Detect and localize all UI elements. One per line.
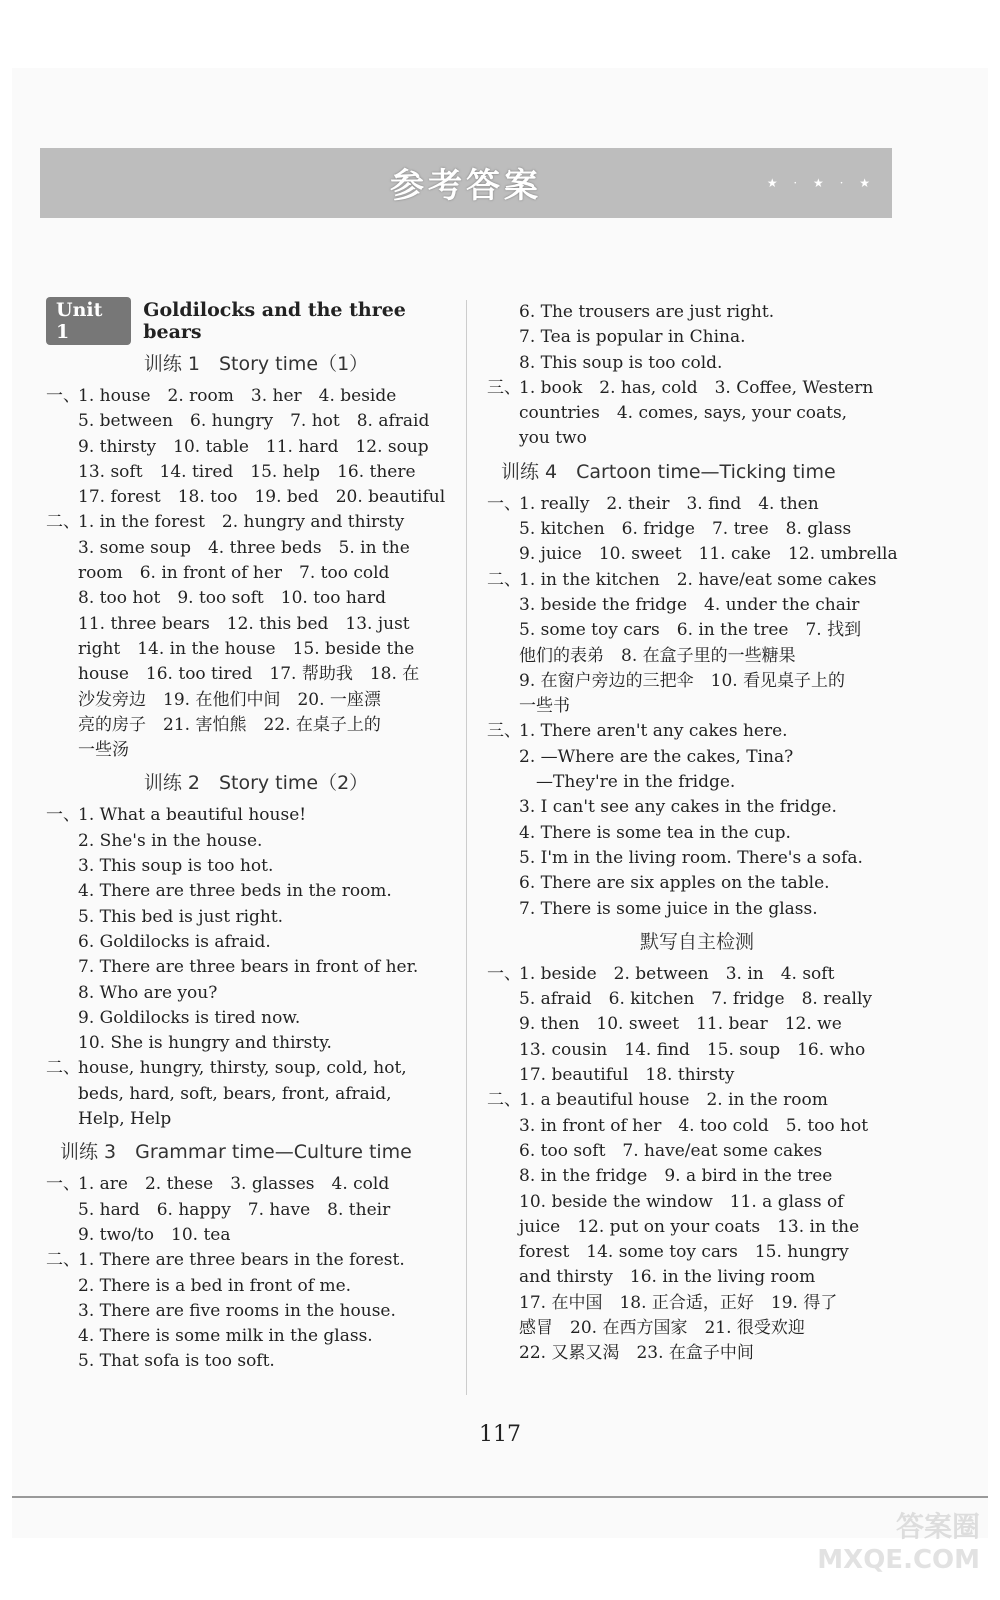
- answer-line: 17. 在中国 18. 正合适，正好 19. 得了: [519, 1292, 838, 1313]
- answer-text: 1. There aren't any cakes here.: [519, 721, 788, 742]
- answer-line: 2. She's in the house.: [78, 830, 263, 851]
- question-label: 三、: [487, 721, 521, 742]
- answer-line: 13. soft 14. tired 15. help 16. there: [78, 461, 416, 482]
- answer-text: 1. in the kitchen 2. have/eat some cakes: [519, 569, 877, 590]
- unit-heading: [46, 300, 466, 342]
- answer-text: 1. a beautiful house 2. in the room: [519, 1090, 828, 1111]
- answer-line: 感冒 20. 在西方国家 21. 很受欢迎: [519, 1317, 805, 1338]
- answer-line: 亮的房子 21. 害怕熊 22. 在桌子上的: [78, 714, 381, 735]
- section-heading: 默写自主检测: [639, 930, 754, 953]
- answer-line: 5. between 6. hungry 7. hot 8. afraid: [78, 411, 430, 432]
- answer-line: 3. beside the fridge 4. under the chair: [519, 594, 860, 615]
- question-label: 二、: [487, 1090, 521, 1111]
- answer-line: 3. There are five rooms in the house.: [78, 1300, 396, 1321]
- answer-line: house 16. too tired 17. 帮助我 18. 在: [78, 664, 420, 685]
- answer-line: juice 12. put on your coats 13. in the: [519, 1216, 860, 1237]
- question-label: 二、: [46, 1250, 80, 1271]
- question-label: 一、: [46, 1174, 80, 1195]
- answer-line: 7. There are three bears in front of her.: [78, 957, 419, 978]
- answer-text: house, hungry, thirsty, soup, cold, hot,: [78, 1058, 407, 1079]
- answer-line: [46, 1056, 466, 1081]
- answer-line: right 14. in the house 15. beside the: [78, 638, 415, 659]
- answer-line: 2. —Where are the cakes, Tina?: [519, 746, 794, 767]
- answer-line: 他们的表弟 8. 在盒子里的一些糖果: [519, 645, 796, 666]
- answer-line: 9. juice 10. sweet 11. cake 12. umbrella: [519, 544, 898, 565]
- answer-line: 9. thirsty 10. table 11. hard 12. soup: [78, 436, 429, 457]
- answer-line: 9. Goldilocks is tired now.: [78, 1007, 301, 1028]
- answer-line: 5. afraid 6. kitchen 7. fridge 8. really: [519, 989, 873, 1010]
- answer-line: 7. There is some juice in the glass.: [519, 898, 818, 919]
- question-label: 二、: [46, 1058, 80, 1079]
- answer-line: 8. Who are you?: [78, 982, 218, 1003]
- column-divider: [466, 300, 467, 1395]
- answer-line: 3. in front of her 4. too cold 5. too hot: [519, 1115, 869, 1136]
- answer-line: 2. There is a bed in front of me.: [78, 1275, 352, 1296]
- question-label: 一、: [46, 805, 80, 826]
- footer-rule: [12, 1496, 988, 1498]
- answer-line: 7. Tea is popular in China.: [519, 327, 746, 348]
- answer-line: 10. beside the window 11. a glass of: [519, 1191, 844, 1212]
- answer-line: 6. The trousers are just right.: [519, 302, 775, 322]
- left-column: [46, 300, 466, 1375]
- answer-line: 一些书: [519, 696, 570, 717]
- answer-line: 9. 在窗户旁边的三把伞 10. 看见桌子上的: [519, 670, 846, 691]
- answer-line: 3. I can't see any cakes in the fridge.: [519, 797, 837, 818]
- unit-title: Goldilocks and the three bears: [143, 299, 406, 343]
- answer-text: 1. in the forest 2. hungry and thirsty: [78, 512, 405, 533]
- answer-line: 6. Goldilocks is afraid.: [78, 931, 271, 952]
- answer-line: [487, 492, 907, 517]
- answer-line: Help, Help: [78, 1109, 172, 1130]
- answer-line: 6. There are six apples on the table.: [519, 873, 830, 894]
- answer-line: 22. 又累又渴 23. 在盒子中间: [519, 1343, 754, 1364]
- question-label: 二、: [487, 569, 521, 590]
- watermark-logo: [817, 1505, 980, 1575]
- answer-line: 6. too soft 7. have/eat some cakes: [519, 1140, 823, 1161]
- header-banner: [40, 148, 892, 218]
- answer-line: and thirsty 16. in the living room: [519, 1267, 816, 1288]
- answer-line: 8. in the fridge 9. a bird in the tree: [519, 1166, 833, 1187]
- right-column: [487, 300, 907, 1367]
- answer-line: [487, 376, 907, 401]
- answer-text: 1. What a beautiful house!: [78, 805, 307, 826]
- answer-line: 一些汤: [78, 740, 129, 761]
- answer-line: 10. She is hungry and thirsty.: [78, 1033, 332, 1054]
- star-decoration: ★ · ★ · ★: [766, 176, 876, 190]
- answer-text: 1. beside 2. between 3. in 4. soft: [519, 963, 835, 984]
- answer-text: 1. house 2. room 3. her 4. beside: [78, 386, 397, 406]
- answer-line: 3. This soup is too hot.: [78, 856, 274, 877]
- question-label: 二、: [46, 512, 80, 533]
- section-heading: 训练 4 Cartoon time—Ticking time: [501, 460, 836, 483]
- answer-text: 1. are 2. these 3. glasses 4. cold: [78, 1174, 390, 1195]
- question-label: 一、: [487, 963, 521, 984]
- right-answers: [487, 300, 907, 1367]
- answer-line: [487, 1088, 907, 1113]
- answer-line: 11. three bears 12. this bed 13. just: [78, 613, 410, 634]
- answer-line: [487, 719, 907, 744]
- page-number: 117: [479, 1422, 521, 1447]
- answer-line: countries 4. comes, says, your coats,: [519, 403, 848, 424]
- answer-line: 4. There is some tea in the cup.: [519, 822, 791, 843]
- section-heading: 训练 1 Story time（1）: [143, 353, 369, 375]
- answer-line: 9. two/to 10. tea: [78, 1224, 231, 1245]
- answer-line: 5. This bed is just right.: [78, 906, 284, 927]
- answer-line: 5. some toy cars 6. in the tree 7. 找到: [519, 620, 862, 641]
- answer-text: 1. There are three bears in the forest.: [78, 1250, 405, 1271]
- question-label: 三、: [487, 377, 521, 398]
- answer-line: 17. forest 18. too 19. bed 20. beautiful: [78, 487, 446, 508]
- answer-line: [46, 1172, 466, 1197]
- answer-line: 8. This soup is too cold.: [519, 352, 723, 373]
- unit-badge: Unit 1: [46, 297, 131, 345]
- page-title: 参考答案: [390, 166, 542, 206]
- answer-line: —They're in the fridge.: [519, 772, 736, 793]
- answer-line: 5. That sofa is too soft.: [78, 1351, 275, 1372]
- answer-text: 1. book 2. has, cold 3. Coffee, Western: [519, 377, 874, 398]
- answer-line: [487, 962, 907, 987]
- answer-line: 8. too hot 9. too soft 10. too hard: [78, 588, 386, 609]
- answer-line: you two: [519, 428, 587, 449]
- answer-line: [46, 510, 466, 535]
- answer-line: [46, 1248, 466, 1273]
- answer-line: 17. beautiful 18. thirsty: [519, 1065, 735, 1086]
- answer-line: forest 14. some toy cars 15. hungry: [519, 1242, 849, 1263]
- answer-line: 沙发旁边 19. 在他们中间 20. 一座漂: [78, 689, 381, 710]
- answer-line: [46, 803, 466, 828]
- answer-line: beds, hard, soft, bears, front, afraid,: [78, 1083, 392, 1104]
- answer-line: room 6. in front of her 7. too cold: [78, 563, 390, 584]
- left-answers: [46, 344, 466, 1375]
- watermark-text: 答案圈: [895, 1510, 980, 1543]
- section-heading: 训练 2 Story time（2）: [143, 772, 369, 795]
- watermark-url: MXQE.COM: [817, 1545, 980, 1575]
- section-heading: 训练 3 Grammar time—Culture time: [60, 1141, 412, 1164]
- answer-line: [487, 568, 907, 593]
- answer-line: 5. I'm in the living room. There's a sofa.: [519, 847, 863, 868]
- answer-text: 1. really 2. their 3. find 4. then: [519, 493, 819, 514]
- answer-line: 9. then 10. sweet 11. bear 12. we: [519, 1014, 842, 1035]
- question-label: 一、: [487, 493, 521, 514]
- answer-line: 3. some soup 4. three beds 5. in the: [78, 537, 410, 558]
- answer-line: 4. There is some milk in the glass.: [78, 1326, 373, 1347]
- answer-line: 5. hard 6. happy 7. have 8. their: [78, 1199, 391, 1220]
- answer-line: [46, 384, 466, 409]
- question-label: 一、: [46, 386, 80, 406]
- answer-line: 5. kitchen 6. fridge 7. tree 8. glass: [519, 519, 852, 540]
- answer-line: 4. There are three beds in the room.: [78, 881, 392, 902]
- answer-line: 13. cousin 14. find 15. soup 16. who: [519, 1039, 866, 1060]
